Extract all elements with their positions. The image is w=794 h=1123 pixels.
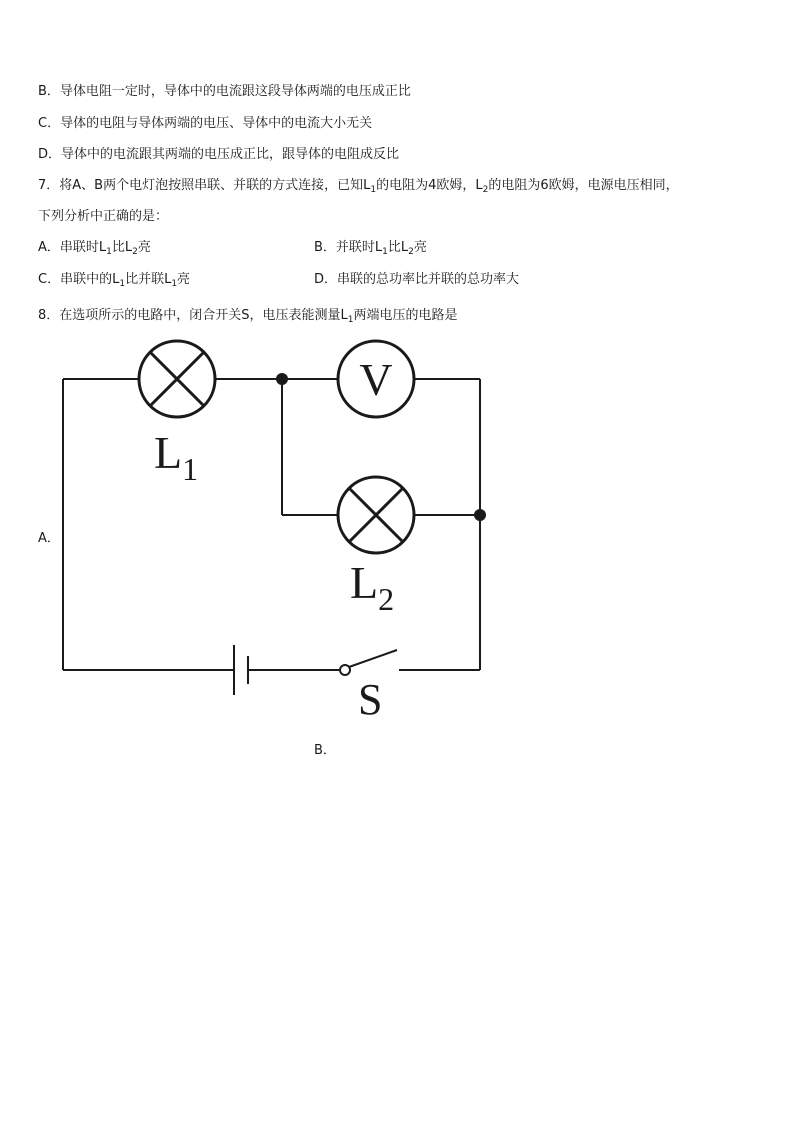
lamp-l1-label: $L_1$ [154,427,199,487]
lamp-l2-label: $L_2$ [350,557,395,617]
lamp-l1-icon [139,341,215,417]
q8-stem: 8．在选项所示的电路中，闭合开关S，电压表能测量$L_1$两端电压的电路是 [38,308,458,325]
switch-icon [340,650,397,675]
q7-option-d: D．串联的总功率比并联的总功率大 [314,272,520,287]
voltmeter-label: V [359,354,393,405]
q7-option-a: A．串联时$L_1$比$L_2$亮 [38,240,151,257]
junction-dot [474,509,486,521]
voltmeter-icon [338,341,414,417]
q6-option-b: B．导体电阻一定时，导体中的电流跟这段导体两端的电压成正比 [38,84,411,99]
circuit-wires [63,379,480,670]
q7-option-c: C．串联中的$L_1$比并联$L_1$亮 [38,272,191,289]
option-b-label: B． [314,743,336,758]
option-a-label: A． [38,531,60,546]
switch-label: S [358,675,383,724]
lamp-l2-icon [338,477,414,553]
q6-option-d: D．导体中的电流跟其两端的电压成正比，跟导体的电阻成反比 [38,147,400,162]
q7-stem-line1: 7．将A、B两个电灯泡按照串联、并联的方式连接，已知$L_1$的电阻为4欧姆，$L_2$的电阻为6欧姆，电源电压相同， [38,178,679,195]
battery-icon [234,645,248,695]
q7-stem-line2: 下列分析中正确的是： [38,209,169,224]
q6-option-c: C．导体的电阻与导体两端的电压、导体中的电流大小无关 [38,116,373,131]
junction-dot [276,373,288,385]
q7-option-b: B．并联时$L_1$比$L_2$亮 [314,240,427,257]
